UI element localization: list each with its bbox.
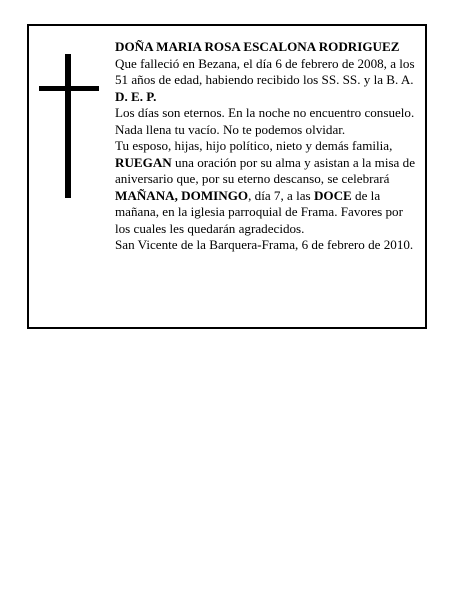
deceased-name: DOÑA MARIA ROSA ESCALONA RODRIGUEZ <box>115 39 400 54</box>
death-statement: Que falleció en Bezana, el día 6 de febrero de 2008, a los 51 años de edad, habiendo recibido los SS. SS. y la B. A. <box>115 55 415 87</box>
mass-hour: DOCE <box>313 187 352 203</box>
family-request <box>115 138 420 237</box>
verse-line-1: Los días son eternos. En la noche no encuentro consuelo. <box>115 105 415 120</box>
place-text: de la mañana, en la iglesia parroquial de Frama. Favores por los cuales les quedarán agradecidos. <box>115 187 403 236</box>
verse-line-2: Nada llena tu vacío. No te podemos olvidar. <box>115 121 346 137</box>
family-intro: Tu esposo, hijas, hijo político, nieto y demás familia, <box>115 138 393 153</box>
mass-day: MAÑANA, DOMINGO <box>115 187 249 203</box>
signoff-line: San Vicente de la Barquera-Frama, 6 de febrero de 2010. <box>115 237 414 252</box>
cross-vertical-bar <box>65 54 71 198</box>
date-text: , día 7, a las <box>248 187 314 203</box>
request-text: una oración por su alma y asistan a la misa de aniversario que, por su eterno descanso, se celebrará <box>115 154 416 186</box>
obituary-notice <box>27 24 427 329</box>
cross-horizontal-bar <box>39 86 99 91</box>
cross-icon <box>39 54 99 198</box>
ruegan-word: RUEGAN <box>115 154 172 170</box>
rip-line: D. E. P. <box>115 88 157 104</box>
notice-text <box>115 39 420 254</box>
